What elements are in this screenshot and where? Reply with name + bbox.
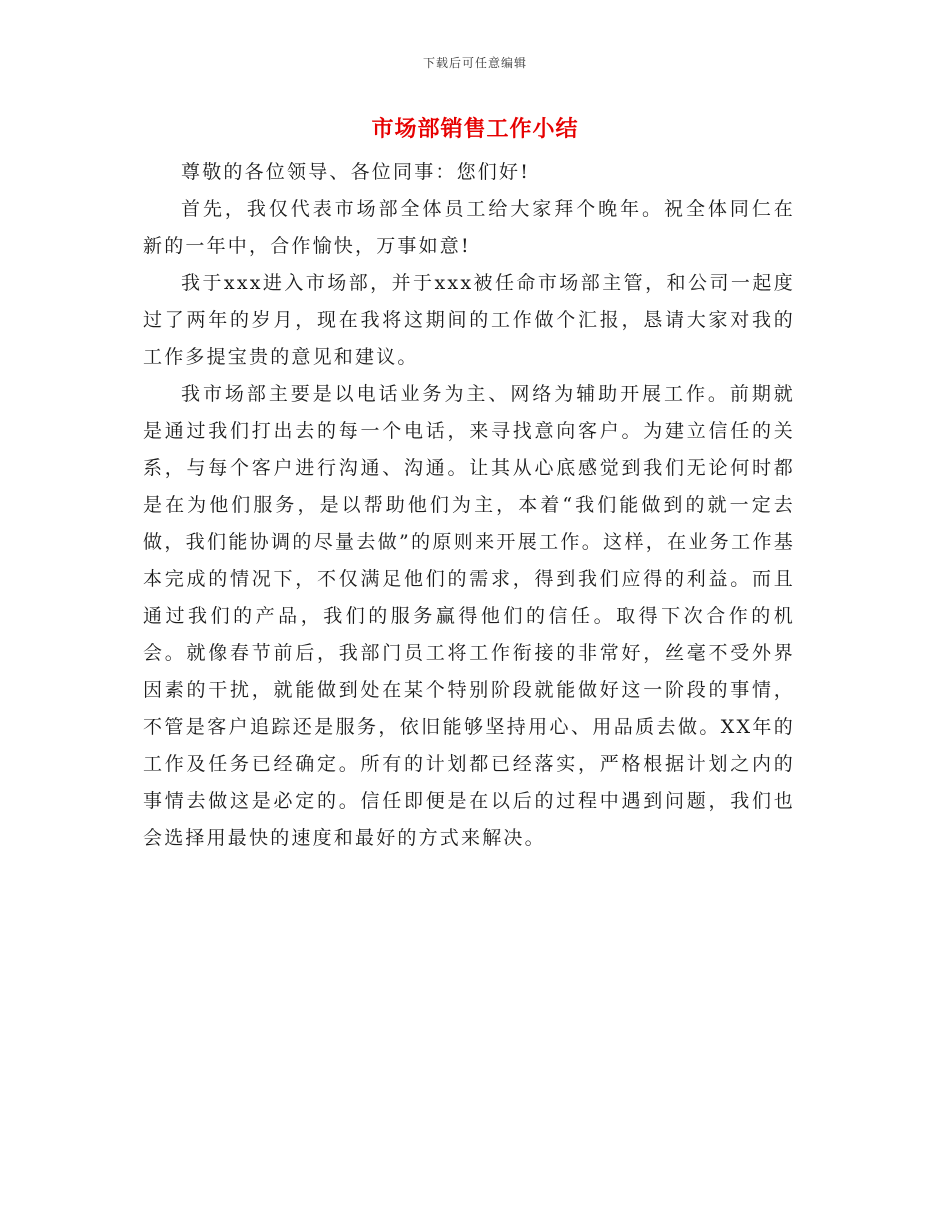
- document-body: [143, 154, 795, 857]
- paragraph-new-year-wishes: 首先，我仅代表市场部全体员工给大家拜个晚年。祝全体同仁在新的一年中，合作愉快，万事如意!: [143, 198, 795, 257]
- document-title: 市场部销售工作小结: [371, 116, 579, 142]
- paragraph-introduction: 我于xxx进入市场部，并于xxx被任命市场部主管，和公司一起度过了两年的岁月，现在我将这期间的工作做个汇报，恳请大家对我的工作多提宝贵的意见和建议。: [143, 272, 795, 368]
- paragraph-work-summary: 我市场部主要是以电话业务为主、网络为辅助开展工作。前期就是通过我们打出去的每一个电话，来寻找意向客户。为建立信任的关系，与每个客户进行沟通、沟通。让其从心底感觉到我们无论何时都是在为他们服务，是以帮助他们为主，本着“我们能做到的就一定去做，我们能协调的尽量去做”的原则来开展工作。这样，在业务工作基本完成的情况下，不仅满足他们的需求，得到我们应得的利益。而且通过我们的产品，我们的服务赢得他们的信任。取得下次合作的机会。就像春节前后，我部门员工将工作衔接的非常好，丝毫不受外界因素的干扰，就能做到处在某个特别阶段就能做好这一阶段的事情，不管是客户追踪还是服务，依旧能够坚持用心、用品质去做。XX年的工作及任务已经确定。所有的计划都已经落实，严格根据计划之内的事情去做这是必定的。信任即便是在以后的过程中遇到问题，我们也会选择用最快的速度和最好的方式来解决。: [143, 383, 795, 849]
- header-note: 下载后可任意编辑: [422, 56, 527, 70]
- paragraph-greeting: 尊敬的各位领导、各位同事：您们好!: [181, 161, 531, 183]
